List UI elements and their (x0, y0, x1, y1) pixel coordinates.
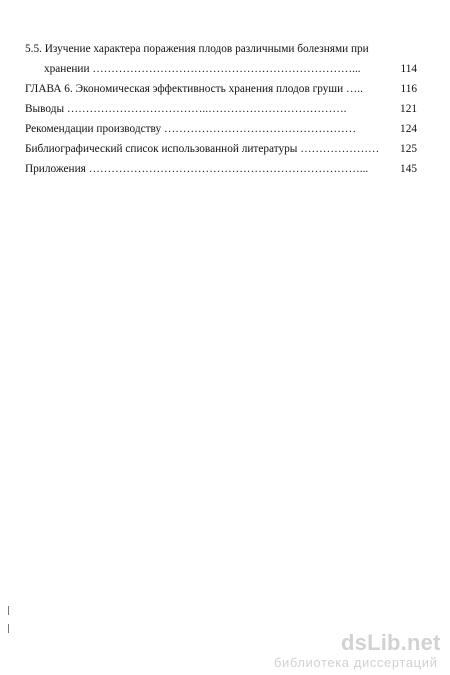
toc-entry-appendices-page: 145 (400, 163, 417, 175)
toc-entry-5-5-line-2: хранении ……………………………………………………………... (44, 63, 361, 75)
toc-entry-bibliography-page: 125 (400, 143, 417, 155)
toc-entry-conclusions: Выводы ………………………………..………………………………. (25, 103, 347, 115)
toc-entry-chapter-6: ГЛАВА 6. Экономическая эффективность хранения плодов груши ….. (25, 83, 363, 95)
toc-entry-recommendations-page: 124 (400, 123, 417, 135)
toc-entry-chapter-6-page: 116 (400, 83, 417, 95)
toc-entry-appendices: Приложения ………………………………………………………………... (25, 163, 369, 175)
toc-entry-bibliography: Библиографический список использованной литературы ………………… (25, 143, 380, 155)
watermark-logo: dsLib.net (341, 630, 441, 655)
watermark-subtitle: библиотека диссертаций (274, 655, 438, 670)
toc-entry-recommendations: Рекомендации производству …………………………………………… (25, 123, 357, 135)
toc-entry-5-5-line-1: 5.5. Изучение характера поражения плодов различными болезнями при (25, 43, 369, 55)
scan-margin-mark (8, 624, 9, 633)
toc-entry-conclusions-page: 121 (400, 103, 417, 115)
scan-margin-mark (8, 606, 9, 615)
toc-entry-5-5-page: 114 (400, 63, 417, 75)
